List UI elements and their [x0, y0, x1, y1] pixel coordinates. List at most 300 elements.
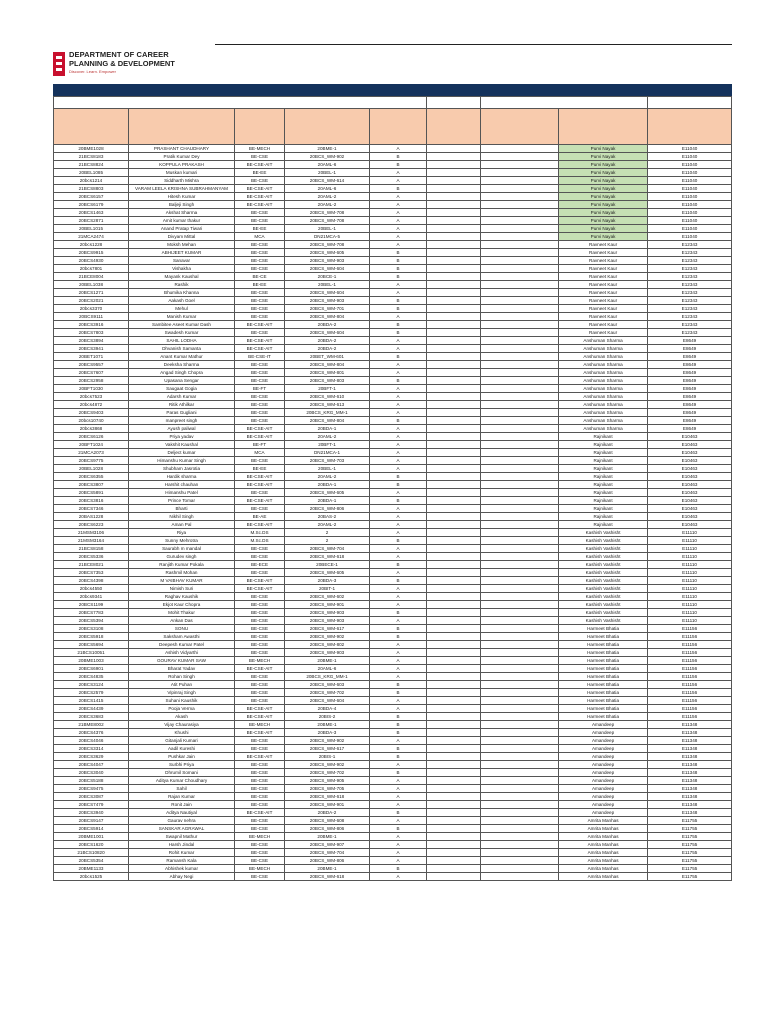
cell-blank-b: [481, 601, 559, 609]
cell-name: Ashish Vidyarthi: [129, 649, 235, 657]
cell-blank-a: [427, 249, 481, 257]
cell-group: A: [370, 441, 427, 449]
table-row: [54, 713, 732, 721]
cell-uid: 20BME1003: [54, 657, 129, 665]
cell-uid: 21MCA2073: [54, 449, 129, 457]
cell-blank-b: [481, 217, 559, 225]
cell-program: BE-CSE: [235, 329, 285, 337]
table-row: [54, 705, 732, 713]
cell-blank-a: [427, 769, 481, 777]
cell-mentor-name: Harmeet Bhatia: [559, 689, 648, 697]
cell-uid: 20BCS1199: [54, 601, 129, 609]
cell-name: Rashik: [129, 281, 235, 289]
cell-blank-a: [427, 641, 481, 649]
cell-section: 20BCS_WM-618: [285, 553, 370, 561]
cell-group: B: [370, 713, 427, 721]
cell-mentor-id: E11348: [648, 769, 732, 777]
table-row: [54, 273, 732, 281]
department-logo: [53, 50, 213, 80]
cell-program: BE-CSE: [235, 249, 285, 257]
cell-uid: 20bcs3868: [54, 425, 129, 433]
cell-name: Muskan kumari: [129, 169, 235, 177]
cell-name: Siddharth Mishra: [129, 177, 235, 185]
table-row: [54, 305, 732, 313]
cell-name: Gurudev singh: [129, 553, 235, 561]
org-name-line1: DEPARTMENT OF CAREER: [69, 50, 169, 59]
cell-group: B: [370, 745, 427, 753]
cell-name: SANSKAR AGRAWAL: [129, 825, 235, 833]
cell-section: 2: [285, 537, 370, 545]
cell-name: Sunny Mehrotra: [129, 537, 235, 545]
cell-program: BE-CSE-AIT: [235, 193, 285, 201]
header-rule: [215, 44, 732, 45]
cell-blank-b: [481, 721, 559, 729]
cell-mentor-name: Rajnikant: [559, 457, 648, 465]
cell-section: 20BCS_WM-905: [285, 777, 370, 785]
cell-blank-a: [427, 265, 481, 273]
cell-group: A: [370, 145, 427, 153]
cell-group: B: [370, 473, 427, 481]
cell-section: 20BME-1: [285, 721, 370, 729]
cell-group: A: [370, 665, 427, 673]
table-row: [54, 793, 732, 801]
cell-section: 20BCS_KRG_MM-1: [285, 673, 370, 681]
cell-blank-b: [481, 761, 559, 769]
cell-group: A: [370, 513, 427, 521]
cell-mentor-name: Kashish Vashisht: [559, 553, 648, 561]
cell-uid: 20bcs1214: [54, 177, 129, 185]
cell-group: B: [370, 809, 427, 817]
cell-group: B: [370, 321, 427, 329]
table-row: [54, 465, 732, 473]
table-row: [54, 657, 732, 665]
cell-mentor-id: E11755: [648, 833, 732, 841]
cell-mentor-name: Harmeet Bhatia: [559, 633, 648, 641]
cell-group: A: [370, 193, 427, 201]
cell-mentor-name: Kashish Vashisht: [559, 529, 648, 537]
cell-blank-a: [427, 553, 481, 561]
header-col-mentor-id: [648, 109, 732, 145]
cell-mentor-id: E8649: [648, 409, 732, 417]
table-row: [54, 225, 732, 233]
cell-section: 20BCS_WM-901: [285, 601, 370, 609]
cell-uid: 20BCS6126: [54, 433, 129, 441]
cell-section: 20BCS_WM-801: [285, 369, 370, 377]
cell-blank-b: [481, 289, 559, 297]
cell-group: A: [370, 169, 427, 177]
cell-mentor-name: Anshuman Sharma: [559, 377, 648, 385]
cell-name: Ritik Athilkar: [129, 401, 235, 409]
cell-mentor-name: Harmeet Bhatia: [559, 641, 648, 649]
cell-group: B: [370, 681, 427, 689]
cell-uid: 20BCS2871: [54, 217, 129, 225]
cell-mentor-name: Amandeep: [559, 793, 648, 801]
cell-mentor-id: E11040: [648, 233, 732, 241]
cell-program: BE-MECH: [235, 721, 285, 729]
cell-mentor-name: Purvi Nayak: [559, 201, 648, 209]
cell-blank-b: [481, 545, 559, 553]
cell-mentor-name: Kashish Vashisht: [559, 617, 648, 625]
cell-uid: 21MCA2474: [54, 233, 129, 241]
cell-section: 20BCS_WM-604: [285, 697, 370, 705]
cell-program: BE-CSE: [235, 177, 285, 185]
cell-blank-a: [427, 521, 481, 529]
cell-name: Priya yadav: [129, 433, 235, 441]
cell-blank-b: [481, 617, 559, 625]
cell-mentor-id: E11040: [648, 161, 732, 169]
cell-program: BE-CSE: [235, 417, 285, 425]
cell-mentor-id: E8649: [648, 345, 732, 353]
cell-group: B: [370, 249, 427, 257]
cell-group: A: [370, 873, 427, 881]
header-group-blank-1: [427, 97, 481, 109]
cell-name: Vijay Chaurasiya: [129, 721, 235, 729]
header-col-program: [235, 109, 285, 145]
cell-mentor-name: Ravneet Kaur: [559, 241, 648, 249]
cell-mentor-name: Amrita Manhas: [559, 857, 648, 865]
cell-group: A: [370, 345, 427, 353]
table-row: [54, 817, 732, 825]
table-row: [54, 361, 732, 369]
cell-mentor-name: Harmeet Bhatia: [559, 713, 648, 721]
cell-uid: 20BCS7479: [54, 801, 129, 809]
cell-uid: 20BCS2579: [54, 689, 129, 697]
cell-program: BE-CSE: [235, 601, 285, 609]
cell-program: BE-CSE: [235, 241, 285, 249]
cell-section: 20BIS-1: [285, 753, 370, 761]
cell-blank-a: [427, 201, 481, 209]
cell-blank-a: [427, 601, 481, 609]
cell-section: 20BCE-1: [285, 273, 370, 281]
cell-program: BE-CSE: [235, 617, 285, 625]
cell-blank-a: [427, 585, 481, 593]
cell-group: A: [370, 521, 427, 529]
cell-blank-a: [427, 177, 481, 185]
cell-blank-a: [427, 321, 481, 329]
cell-program: BE-EE: [235, 281, 285, 289]
cell-mentor-name: Amandeep: [559, 769, 648, 777]
cell-uid: 20BCS9915: [54, 249, 129, 257]
cell-blank-a: [427, 793, 481, 801]
cell-uid: 20bcs4550: [54, 585, 129, 593]
cell-mentor-name: Harmeet Bhatia: [559, 665, 648, 673]
header-group-blank-2: [481, 97, 648, 109]
cell-name: Deepesh Kumar Patel: [129, 641, 235, 649]
table-row: [54, 385, 732, 393]
cell-group: A: [370, 593, 427, 601]
cell-group: A: [370, 833, 427, 841]
cell-blank-b: [481, 345, 559, 353]
cell-blank-a: [427, 209, 481, 217]
cell-group: A: [370, 785, 427, 793]
cell-mentor-id: E11040: [648, 185, 732, 193]
cell-mentor-id: E8649: [648, 393, 732, 401]
table-row: [54, 841, 732, 849]
cell-group: A: [370, 569, 427, 577]
cell-blank-b: [481, 249, 559, 257]
cell-blank-b: [481, 657, 559, 665]
cell-group: A: [370, 793, 427, 801]
cell-blank-a: [427, 505, 481, 513]
table-row: [54, 321, 732, 329]
cell-blank-b: [481, 225, 559, 233]
cell-section: 20BCS_WM-613: [285, 401, 370, 409]
cell-mentor-id: E11110: [648, 585, 732, 593]
cell-mentor-name: Ravneet Kaur: [559, 257, 648, 265]
cell-blank-b: [481, 681, 559, 689]
cell-mentor-name: Purvi Nayak: [559, 217, 648, 225]
table-row: [54, 745, 732, 753]
cell-blank-a: [427, 473, 481, 481]
cell-name: SONU: [129, 625, 235, 633]
table-row: [54, 473, 732, 481]
cell-program: MCA: [235, 449, 285, 457]
cell-blank-b: [481, 321, 559, 329]
cell-blank-b: [481, 857, 559, 865]
table-row: [54, 289, 732, 297]
cell-group: B: [370, 729, 427, 737]
cell-group: A: [370, 617, 427, 625]
table-row: [54, 409, 732, 417]
cell-uid: 20BCS1463: [54, 209, 129, 217]
cell-blank-a: [427, 465, 481, 473]
cell-blank-a: [427, 665, 481, 673]
cell-blank-b: [481, 809, 559, 817]
cell-name: Rajan Kumar: [129, 793, 235, 801]
cell-mentor-name: Amrita Manhas: [559, 865, 648, 873]
cell-mentor-name: Harmeet Bhatia: [559, 657, 648, 665]
cell-uid: 20BFT1024: [54, 441, 129, 449]
table-row: [54, 505, 732, 513]
table-row: [54, 249, 732, 257]
cell-group: A: [370, 233, 427, 241]
cell-mentor-name: Anshuman Sharma: [559, 417, 648, 425]
cell-name: Himanshu Kumar Singh: [129, 457, 235, 465]
cell-program: BE-CSE-AIT: [235, 201, 285, 209]
cell-blank-a: [427, 545, 481, 553]
cell-mentor-id: E12343: [648, 313, 732, 321]
cell-blank-a: [427, 161, 481, 169]
cell-section: 20AML-2: [285, 201, 370, 209]
cell-blank-b: [481, 505, 559, 513]
cell-blank-a: [427, 577, 481, 585]
cell-group: A: [370, 857, 427, 865]
cell-name: Hardik sharma: [129, 473, 235, 481]
cell-blank-b: [481, 417, 559, 425]
cell-blank-b: [481, 841, 559, 849]
cell-blank-a: [427, 417, 481, 425]
cell-program: BE-CSE-AIT: [235, 665, 285, 673]
cell-mentor-id: E11156: [648, 633, 732, 641]
cell-name: Abhishek kumar: [129, 865, 235, 873]
cell-group: A: [370, 289, 427, 297]
cell-section: 20BCS_WM-614: [285, 177, 370, 185]
cell-mentor-id: E11348: [648, 729, 732, 737]
cell-name: Suhani Kaushik: [129, 697, 235, 705]
cell-program: BE-CSE: [235, 289, 285, 297]
cell-program: BE-CSE: [235, 649, 285, 657]
cell-blank-b: [481, 185, 559, 193]
cell-mentor-id: E11348: [648, 721, 732, 729]
cell-mentor-name: Anshuman Sharma: [559, 393, 648, 401]
cell-uid: 20BCS7346: [54, 505, 129, 513]
table-row: [54, 769, 732, 777]
cell-mentor-name: Harmeet Bhatia: [559, 673, 648, 681]
table-row: [54, 457, 732, 465]
cell-mentor-id: E8649: [648, 417, 732, 425]
table-row: [54, 513, 732, 521]
cell-name: Paras Gugliani: [129, 409, 235, 417]
cell-program: BE-CSE: [235, 769, 285, 777]
table-row: [54, 649, 732, 657]
cell-group: A: [370, 697, 427, 705]
cell-program: BE-CSE-AIT: [235, 585, 285, 593]
cell-group: B: [370, 721, 427, 729]
cell-mentor-id: E11156: [648, 625, 732, 633]
cell-mentor-name: Ravneet Kaur: [559, 305, 648, 313]
cell-group: B: [370, 265, 427, 273]
cell-mentor-id: E11110: [648, 529, 732, 537]
cell-group: A: [370, 401, 427, 409]
cell-mentor-id: E11040: [648, 169, 732, 177]
cell-name: Ekjot Kaur Chopra: [129, 601, 235, 609]
cell-mentor-id: E11110: [648, 553, 732, 561]
table-row: [54, 257, 732, 265]
cell-section: 20AML-6: [285, 665, 370, 673]
cell-section: 20AML-2: [285, 521, 370, 529]
cell-mentor-name: Kashish Vashisht: [559, 601, 648, 609]
cell-section: 20BCS_WM-806: [285, 505, 370, 513]
cell-mentor-id: E10463: [648, 481, 732, 489]
table-row: [54, 545, 732, 553]
cell-name: Ayush paliwal: [129, 425, 235, 433]
cell-blank-b: [481, 377, 559, 385]
cell-name: Upasana Sengar: [129, 377, 235, 385]
cell-mentor-name: Kashish Vashisht: [559, 593, 648, 601]
cell-mentor-name: Anshuman Sharma: [559, 385, 648, 393]
cell-name: Vakshit Kaushal: [129, 441, 235, 449]
cell-section: 20BCS_WM-708: [285, 241, 370, 249]
cell-section: 20BCS_WM-617: [285, 745, 370, 753]
cell-mentor-name: Amandeep: [559, 729, 648, 737]
cell-mentor-name: Purvi Nayak: [559, 177, 648, 185]
cell-blank-b: [481, 785, 559, 793]
cell-section: DN21MCA-1: [285, 449, 370, 457]
cell-mentor-name: Anshuman Sharma: [559, 337, 648, 345]
cell-program: BE-CSE: [235, 361, 285, 369]
cell-uid: 20BCS7607: [54, 369, 129, 377]
table-row: [54, 641, 732, 649]
cell-blank-a: [427, 865, 481, 873]
cell-group: A: [370, 601, 427, 609]
cell-name: ABHIJEET KUMAR: [129, 249, 235, 257]
cell-mentor-id: E11110: [648, 593, 732, 601]
cell-uid: 20BCS4046: [54, 737, 129, 745]
cell-section: 20BCS_WM-902: [285, 761, 370, 769]
cell-section: 20AML-6: [285, 161, 370, 169]
cell-group: B: [370, 609, 427, 617]
cell-mentor-id: E10463: [648, 441, 732, 449]
cell-uid: 20BCS5918: [54, 633, 129, 641]
cell-blank-a: [427, 529, 481, 537]
cell-group: A: [370, 489, 427, 497]
cell-mentor-id: E11755: [648, 841, 732, 849]
cell-blank-b: [481, 353, 559, 361]
cell-program: BE-AE: [235, 513, 285, 521]
cell-section: 20BCS_WM-902: [285, 633, 370, 641]
cell-mentor-id: E12343: [648, 273, 732, 281]
cell-mentor-name: Amrita Manhas: [559, 849, 648, 857]
cell-mentor-id: E11156: [648, 665, 732, 673]
cell-blank-a: [427, 489, 481, 497]
cell-blank-b: [481, 409, 559, 417]
cell-program: BE-CSE: [235, 793, 285, 801]
table-row: [54, 209, 732, 217]
cell-blank-a: [427, 257, 481, 265]
cell-blank-a: [427, 785, 481, 793]
cell-section: 20BIT-1: [285, 585, 370, 593]
cell-group: A: [370, 313, 427, 321]
cell-blank-b: [481, 425, 559, 433]
cell-name: Aman Pal: [129, 521, 235, 529]
cell-program: BE-CSE: [235, 761, 285, 769]
cell-group: B: [370, 825, 427, 833]
cell-uid: 20BCS3916: [54, 321, 129, 329]
cell-blank-a: [427, 393, 481, 401]
cell-blank-b: [481, 177, 559, 185]
header-group-mentor: [648, 97, 732, 109]
cell-group: A: [370, 529, 427, 537]
cell-section: 20BCS_WM-902: [285, 153, 370, 161]
cell-section: 20BCS_WM-806: [285, 857, 370, 865]
cell-program: BE-CSE-AIT: [235, 497, 285, 505]
cell-mentor-id: E10463: [648, 497, 732, 505]
cell-blank-b: [481, 169, 559, 177]
table-row: [54, 193, 732, 201]
cell-uid: 20BME1028: [54, 145, 129, 153]
cell-section: 20AML-2: [285, 473, 370, 481]
cell-uid: 21MSM3164: [54, 537, 129, 545]
cell-program: BE-MECH: [235, 145, 285, 153]
cell-mentor-id: E11755: [648, 873, 732, 881]
cell-name: Rohan Singh: [129, 673, 235, 681]
cell-program: BE-CSE: [235, 409, 285, 417]
cell-mentor-name: Harmeet Bhatia: [559, 705, 648, 713]
header-col-blank-b: [481, 109, 559, 145]
cell-group: A: [370, 457, 427, 465]
cell-uid: 20BCS9775: [54, 457, 129, 465]
cell-group: A: [370, 465, 427, 473]
cell-group: A: [370, 777, 427, 785]
cell-section: 20BCS_WM-803: [285, 377, 370, 385]
cell-name: PRASHANT CHAUDHARY: [129, 145, 235, 153]
cell-mentor-id: E11348: [648, 785, 732, 793]
cell-program: BE-CSE: [235, 489, 285, 497]
cell-mentor-id: E12343: [648, 257, 732, 265]
cell-blank-b: [481, 817, 559, 825]
cell-program: BE-CSE-AIT: [235, 185, 285, 193]
cell-program: BE-CSE-AIT: [235, 473, 285, 481]
cell-blank-a: [427, 433, 481, 441]
cell-blank-a: [427, 617, 481, 625]
cell-group: B: [370, 377, 427, 385]
cell-mentor-name: Purvi Nayak: [559, 209, 648, 217]
cell-program: BE-CSE-AIT: [235, 425, 285, 433]
cell-section: 20BCS_WM-701: [285, 305, 370, 313]
table-row: [54, 281, 732, 289]
cell-section: 20BDA-3: [285, 577, 370, 585]
cell-name: Himanshu Patel: [129, 489, 235, 497]
